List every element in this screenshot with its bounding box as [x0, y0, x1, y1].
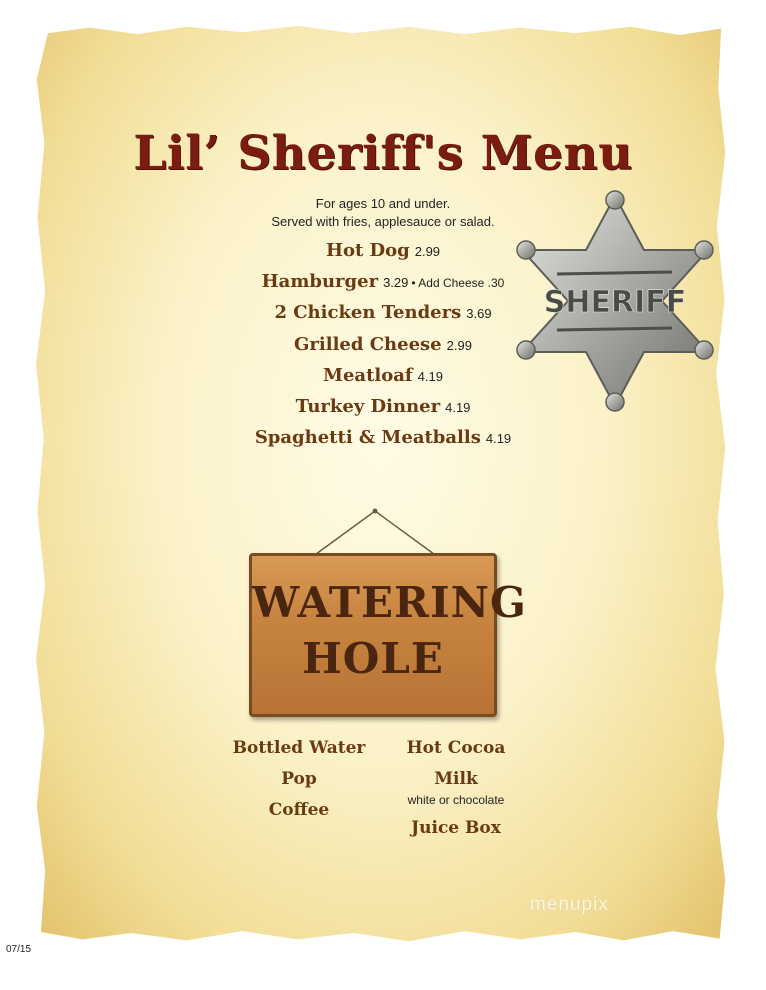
watering-hole-sign	[249, 553, 527, 717]
item-name: Hot Dog	[325, 240, 410, 261]
item-price: 2.99	[414, 244, 441, 259]
watermark: menupix	[530, 894, 609, 915]
drink-item: Juice Box	[411, 818, 501, 838]
item-price: 3.69	[466, 306, 492, 321]
sign-line-1: WATERING	[252, 578, 527, 627]
item-price: 2.99	[446, 338, 472, 353]
item-price: 4.19	[445, 400, 471, 415]
sheriff-star-icon	[512, 188, 718, 414]
item-name: Meatloaf	[323, 365, 413, 386]
menu-title: Lil’ Sheriff's Menu	[133, 126, 633, 181]
item-name: Grilled Cheese	[294, 334, 442, 355]
drink-item: Bottled Water	[232, 738, 366, 758]
item-name: Turkey Dinner	[295, 396, 441, 417]
item-price: 3.29	[383, 275, 409, 290]
sign-line-2: HOLE	[302, 634, 444, 683]
drink-item: Coffee	[268, 800, 330, 820]
item-price: 4.19	[485, 431, 512, 446]
item-name: Spaghetti & Meatballs	[254, 427, 481, 448]
drink-item: Hot Cocoa	[406, 738, 506, 758]
age-note: For ages 10 and under.	[315, 196, 451, 211]
drink-item: Pop	[281, 769, 317, 789]
item-extra: • Add Cheese .30	[411, 276, 505, 290]
date-code: 07/15	[6, 944, 32, 955]
sides-note: Served with fries, applesauce or salad.	[271, 214, 495, 229]
item-price: 4.19	[417, 369, 443, 384]
item-name: 2 Chicken Tenders	[274, 302, 462, 323]
menu-item	[0, 427, 766, 448]
badge-text: SHERIFF	[543, 285, 687, 320]
drink-item: Milk	[434, 769, 478, 789]
milk-note: white or chocolate	[407, 793, 505, 807]
item-name: Hamburger	[261, 271, 379, 292]
